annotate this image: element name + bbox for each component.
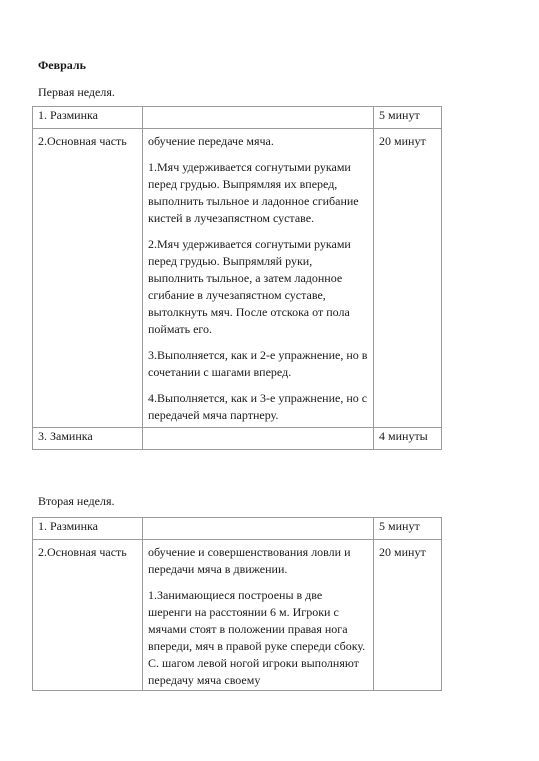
part-cell: 2.Основная часть [33,129,143,428]
month-heading: Февраль [38,58,86,72]
table-row [33,518,442,540]
content-paragraph: 2.Мяч удерживается согнутыми руками перед грудью. Выпрямляй руки, выполнить тыльное, а затем ладонное сгибание в лучезапястном суставе, вытолкнуть мяч. После отскока от пола поймать его. [148,237,351,336]
part-cell: 2.Основная часть [33,540,143,691]
week1-table [32,106,442,450]
content-cell [143,518,374,540]
table-row [33,428,442,450]
week2-table [32,517,442,691]
content-cell [143,540,374,691]
content-cell [143,428,374,450]
part-cell: 1. Разминка [33,107,143,129]
content-paragraph: 4.Выполняется, как и 3-е упражнение, но с передачей мяча партнеру. [148,391,368,422]
time-cell: 5 минут [374,107,442,129]
content-cell [143,129,374,428]
content-paragraph: обучение передаче мяча. [148,134,274,148]
content-paragraph: 1.Занимающиеся построены в две шеренги на расстоянии 6 м. Игроки с мячами стоят в положении правая нога впереди, мяч в правой руке спереди сбоку. С. шагом левой ногой игроки выполняют передачу мяча своему [148,588,366,687]
table-row [33,107,442,129]
week1-heading: Первая неделя. [38,85,115,99]
week2-heading: Вторая неделя. [38,494,115,508]
time-cell: 20 минут [374,540,442,691]
part-cell: 1. Разминка [33,518,143,540]
time-cell: 20 минут [374,129,442,428]
time-cell: 4 минуты [374,428,442,450]
content-cell [143,107,374,129]
table-row [33,540,442,691]
time-cell: 5 минут [374,518,442,540]
content-paragraph: обучение и совершенствования ловли и передачи мяча в движении. [148,545,351,576]
content-paragraph: 1.Мяч удерживается согнутыми руками перед грудью. Выпрямляя их вперед, выполнить тыльное и ладонное сгибание кистей в лучезапястном суставе. [148,160,359,225]
content-paragraph: 3.Выполняется, как и 2-е упражнение, но в сочетании с шагами вперед. [148,348,368,379]
part-cell: 3. Заминка [33,428,143,450]
table-row [33,129,442,428]
